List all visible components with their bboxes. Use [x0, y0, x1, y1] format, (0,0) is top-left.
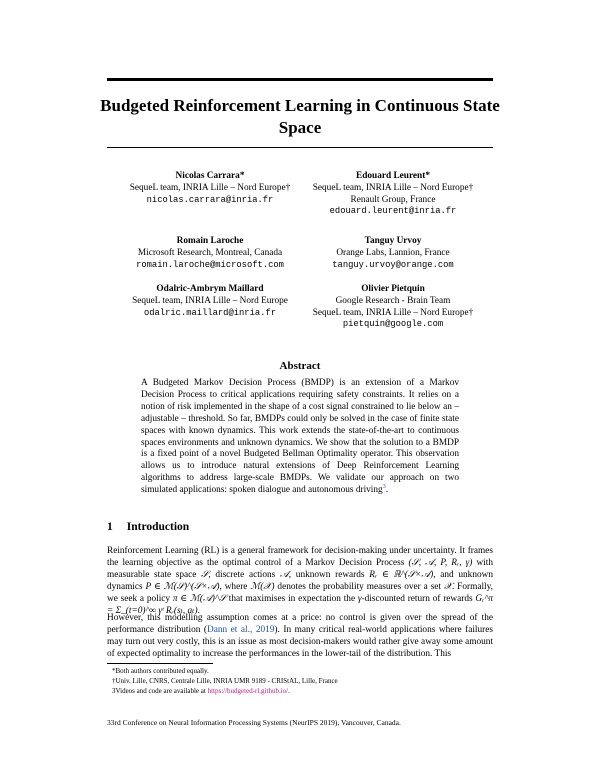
footnote-text: 3Videos and code are available at: [112, 687, 208, 695]
text-run: .: [197, 605, 200, 616]
math-inline: P ∈ ℳ(𝒮)^(𝒮×𝒜): [145, 581, 220, 592]
footnotes: [112, 666, 492, 696]
citation-link[interactable]: Dann et al., 2019: [207, 624, 275, 635]
math-inline: Gᵣ^π = Σ_(t=0)^∞ γᵗ Rᵣ(sₜ, aₜ): [107, 593, 493, 616]
text-run: . Formally, we seek a policy: [107, 581, 493, 604]
section-heading: [107, 521, 189, 533]
author-name: Olivier Pietquin: [361, 284, 425, 294]
text-run: , discrete actions: [208, 569, 280, 580]
math-inline: π ∈ ℳ(𝒜)^𝒮: [172, 593, 227, 604]
author-block: [110, 171, 310, 206]
section-number: 1: [107, 521, 113, 533]
text-run: ). In many critical real-world applications where failures may turn out very costly, this is an issue as most decision-makers would rather give away some amount of expected optimality to increase the performances in the lower-tail of the distribution. This: [107, 624, 494, 659]
footnote-3: [112, 686, 492, 696]
author-affiliation: SequeL team, INRIA Lille – Nord Europe: [132, 295, 288, 306]
author-email[interactable]: nicolas.carrara@inria.fr: [146, 194, 274, 205]
author-affiliation: Microsoft Research, Montreal, Canada: [137, 247, 283, 258]
author-block: [292, 284, 494, 331]
author-block: [110, 236, 310, 271]
author-affiliation: Google Research - Brain Team: [335, 295, 451, 306]
conference-footer: 33rd Conference on Neural Information Processing Systems (NeurIPS 2019), Vancouver, Canada.: [107, 718, 401, 727]
math-inline: 𝒳: [443, 581, 452, 592]
author-email[interactable]: odalric.maillard@inria.fr: [144, 307, 276, 318]
author-block: [292, 236, 494, 271]
footnote-url-link[interactable]: https://budgeted-rl.github.io/: [207, 687, 289, 695]
author-email[interactable]: edouard.leurent@inria.fr: [329, 206, 457, 217]
author-name: Nicolas Carrara*: [175, 171, 245, 181]
text-run: -discounted return of rewards: [361, 593, 476, 604]
math-inline: ℳ(𝒳): [250, 581, 275, 592]
title-rule-top: [107, 78, 493, 81]
abstract-body: A Budgeted Markov Decision Process (BMDP) is an extension of a Markov Decision Process to critical applications requiring safety constraints. It relies on a notion of risk implemented in the shape of a cost signal constrained to lie below an – adjustable – threshold. So far, BMDPs could only be solved in the case of finite state spaces with known dynamics. This work extends the state-of-the-art to continuous spaces environments and unknown dynamics. We show that the solution to a BMDP is a fixed point of a novel Budgeted Bellman Optimality operator. This observation allows us to introduce natural extensions of Deep Reinforcement Learning algorithms to address large-scale BMDPs. We validate our approach on two simulated applications: spoken dialogue and autonomous driving: [141, 378, 459, 496]
author-name: Odalric-Ambrym Maillard: [156, 284, 264, 294]
footnote-separator: [107, 663, 213, 664]
text-run: Reinforcement Learning (RL) is a general framework for decision-making under uncertainty. It frames the learning objective as the optimal control of a Markov Decision Process: [107, 546, 493, 568]
author-email[interactable]: pietquin@google.com: [342, 319, 444, 330]
text-run: , where: [219, 581, 251, 592]
section-title: Introduction: [126, 521, 190, 533]
text-run: with measurable state space: [107, 557, 493, 580]
author-affiliation: Orange Labs, Lannion, France: [336, 247, 450, 258]
abstract-heading: Abstract: [279, 360, 321, 372]
math-inline: 𝒮: [201, 569, 209, 580]
intro-paragraph-1: [107, 546, 493, 617]
author-name: Romain Laroche: [176, 236, 244, 246]
author-name: Edouard Leurent*: [356, 171, 430, 181]
footnote-2: †Univ. Lille, CNRS, Centrale Lille, INRIA UMR 9189 - CRIStAL, Lille, France: [112, 677, 338, 685]
math-inline: Rᵣ ∈ ℝ^(𝒮×𝒜): [369, 569, 434, 580]
math-inline: (𝒮, 𝒜, P, Rᵣ, γ): [408, 557, 473, 568]
text-run: , unknown rewards: [288, 569, 370, 580]
text-run: that maximises in expectation the: [226, 593, 358, 604]
title-rule-bottom: [107, 147, 493, 148]
author-affiliation: SequeL team, INRIA Lille – Nord Europe†: [129, 182, 291, 193]
text-run: denotes the probability measures over a set: [274, 581, 444, 592]
author-affiliation: SequeL team, INRIA Lille – Nord Europe†: [312, 182, 474, 193]
math-inline: 𝒜: [279, 569, 289, 580]
author-affiliation-extra: Renault Group, France: [350, 194, 436, 205]
author-block: [292, 171, 494, 218]
math-inline: γ: [357, 593, 362, 604]
author-affiliation-extra: SequeL team, INRIA Lille – Nord Europe†: [312, 307, 474, 318]
author-email[interactable]: romain.laroche@microsoft.com: [136, 259, 284, 270]
text-run: However, this modelling assumption comes at a price: no control is given over the spread of the performance distribution (: [107, 613, 493, 635]
text-run: , and unknown dynamics: [107, 569, 493, 592]
intro-paragraph-2: [107, 613, 493, 661]
footnote-mark[interactable]: 3: [382, 484, 386, 491]
author-block: [110, 284, 310, 319]
paper-title: Budgeted Reinforcement Learning in Continuous State Space: [100, 96, 500, 137]
abstract-text: A Budgeted Markov Decision Process (BMDP) is an extension of a Markov Decision Process to critical applications requiring safety constraints. It relies on a notion of risk implemented in the shape of a cost signal constrained to lie below an – adjustable – threshold. So far, BMDPs could only be solved in the case of finite state spaces with known dynamics. This work extends the state-of-the-art to continuous spaces environments and unknown dynamics. We show that the solution to a BMDP is a fixed point of a novel Budgeted Bellman Optimality operator. This observation allows us to introduce natural extensions of Deep Reinforcement Learning algorithms to address large-scale BMDPs. We validate our approach on two simulated applications: spoken dialogue and autonomous driving$^3$.: [141, 378, 459, 496]
footnote-text: .: [288, 687, 290, 695]
author-email[interactable]: tanguy.urvoy@orange.com: [332, 259, 454, 270]
author-name: Tanguy Urvoy: [364, 236, 422, 246]
footnote-1: *Both authors contributed equally.: [112, 667, 209, 675]
